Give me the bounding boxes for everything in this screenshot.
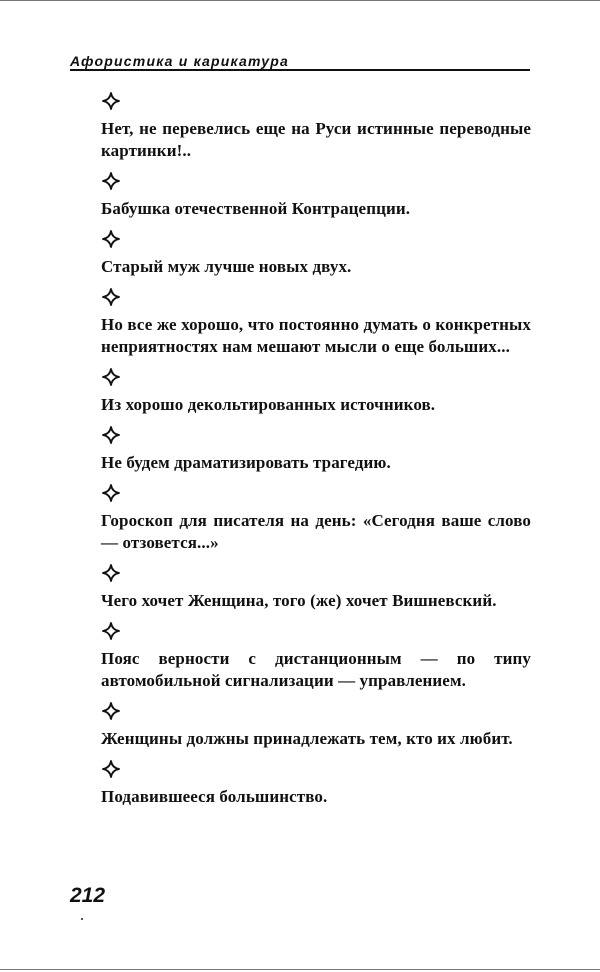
aphorism-entry <box>101 288 531 358</box>
four-point-star-icon <box>102 484 120 502</box>
aphorism-text: Подавившееся большинство. <box>101 787 328 806</box>
aphorism-entry <box>101 172 531 220</box>
four-point-star-icon <box>102 622 120 640</box>
aphorism-text: Нет, не перевелись еще на Руси истинные переводные картинки!.. <box>101 119 531 160</box>
header-rule <box>70 69 530 71</box>
four-point-star-icon <box>102 426 120 444</box>
four-point-star-icon <box>102 230 120 248</box>
aphorism-text: Но все же хорошо, что постоянно думать о конкретных неприятностях нам мешают мысли о еще больших... <box>101 315 531 356</box>
four-point-star-icon <box>102 368 120 386</box>
running-header <box>70 52 530 72</box>
aphorism-text: Из хорошо декольтированных источников. <box>101 395 436 414</box>
four-point-star-icon <box>102 172 120 190</box>
aphorism-entry <box>101 702 531 750</box>
aphorism-text: Чего хочет Женщина, того (же) хочет Вишневский. <box>101 591 497 610</box>
aphorism-entry <box>101 92 531 162</box>
aphorism-list <box>101 92 531 818</box>
aphorism-entry <box>101 230 531 278</box>
four-point-star-icon <box>102 92 120 110</box>
aphorism-text: Не будем драматизировать трагедию. <box>101 453 391 472</box>
aphorism-text: Женщины должны принадлежать тем, кто их любит. <box>101 729 513 748</box>
page-top-edge <box>0 0 600 1</box>
four-point-star-icon <box>102 702 120 720</box>
four-point-star-icon <box>102 288 120 306</box>
aphorism-text: Старый муж лучше новых двух. <box>101 257 352 276</box>
running-header-title: Афористика и карикатура <box>70 53 290 69</box>
aphorism-entry <box>101 484 531 554</box>
page-number: 212 <box>70 884 106 907</box>
aphorism-entry <box>101 368 531 416</box>
aphorism-entry <box>101 760 531 808</box>
aphorism-text: Бабушка отечественной Контрацепции. <box>101 199 411 218</box>
aphorism-entry <box>101 564 531 612</box>
aphorism-entry <box>101 622 531 692</box>
page-bottom-edge <box>0 969 600 970</box>
print-speck <box>81 918 83 920</box>
aphorism-entry <box>101 426 531 474</box>
aphorism-text: Пояс верности с дистанционным — по типу автомобильной сигнализации — управлением. <box>101 649 531 690</box>
aphorism-text: Гороскоп для писателя на день: «Сегодня ваше слово — отзовется...» <box>101 511 531 552</box>
four-point-star-icon <box>102 564 120 582</box>
four-point-star-icon <box>102 760 120 778</box>
